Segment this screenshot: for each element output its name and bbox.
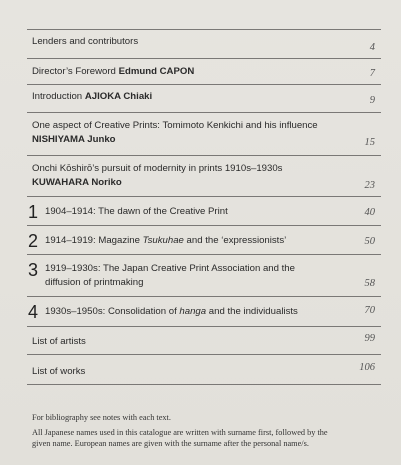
divider xyxy=(27,296,381,297)
toc-entry-introduction xyxy=(32,90,375,104)
toc-entry-tomimoto xyxy=(32,119,375,147)
divider xyxy=(27,196,381,197)
author-name: AJIOKA Chiaki xyxy=(84,91,153,102)
toc-entry-foreword xyxy=(32,65,375,79)
divider xyxy=(27,326,381,327)
divider xyxy=(27,254,381,255)
footnote-line: given name. European names are given with the surname after the personal name/s. xyxy=(32,438,309,448)
toc-entry-chapter-2 xyxy=(45,234,375,248)
entry-title: 1904–1914: The dawn of the Creative Print xyxy=(45,206,228,217)
page-number: 4 xyxy=(369,42,375,53)
toc-entry-chapter-3 xyxy=(45,262,375,290)
toc-entry-list-of-works xyxy=(32,365,375,379)
page-number: 9 xyxy=(369,95,375,106)
footnote-names xyxy=(32,428,381,449)
italic-term: hanga xyxy=(179,306,207,317)
chapter-number: 1 xyxy=(28,202,39,222)
divider xyxy=(27,384,381,385)
divider xyxy=(27,225,381,226)
page-number: 106 xyxy=(359,362,375,373)
divider xyxy=(27,58,381,59)
toc-entry-onchi xyxy=(32,162,375,190)
divider xyxy=(27,84,381,85)
entry-title: 1930s–1950s: Consolidation of xyxy=(45,306,180,317)
divider xyxy=(27,112,381,113)
page-number: 15 xyxy=(364,137,375,148)
divider xyxy=(27,354,381,355)
entry-title: Lenders and contributors xyxy=(32,36,139,47)
page-number: 40 xyxy=(364,207,375,218)
entry-title: List of works xyxy=(32,366,86,377)
divider xyxy=(27,155,381,156)
footnote-line: All Japanese names used in this catalogue are written with surname first, followed by the xyxy=(32,428,328,437)
magazine-title: Tsukuhae xyxy=(142,235,184,246)
page-number: 70 xyxy=(364,305,375,316)
entry-title-cont: and the ‘expressionists’ xyxy=(183,235,287,246)
entry-title: Onchi Kōshirō’s pursuit of modernity in prints 1910s–1930s xyxy=(32,163,283,174)
footnote-bibliography: For bibliography see notes with each text. xyxy=(32,413,171,422)
chapter-number: 2 xyxy=(28,231,39,251)
entry-title: Introduction xyxy=(32,91,83,102)
entry-title: 1914–1919: Magazine xyxy=(45,235,143,246)
toc-entry-lenders xyxy=(32,35,375,49)
page-number: 23 xyxy=(364,180,375,191)
author-name: NISHIYAMA Junko xyxy=(32,134,116,145)
toc-entry-list-of-artists xyxy=(32,335,375,349)
entry-title: List of artists xyxy=(32,336,86,347)
page-number: 50 xyxy=(364,236,375,247)
page-number: 99 xyxy=(364,333,375,344)
entry-title: One aspect of Creative Prints: Tomimoto Kenkichi and his influence xyxy=(32,120,318,131)
toc-entry-chapter-1 xyxy=(45,205,375,219)
entry-title-cont: diffusion of printmaking xyxy=(45,277,144,288)
chapter-number: 4 xyxy=(28,302,39,322)
entry-title: Director’s Foreword xyxy=(32,66,116,77)
author-name: Edmund CAPON xyxy=(118,66,195,77)
chapter-number: 3 xyxy=(28,260,39,280)
toc-entry-chapter-4 xyxy=(45,305,375,319)
entry-title: 1919–1930s: The Japan Creative Print Association and the xyxy=(45,263,295,274)
entry-title-cont: and the individualists xyxy=(206,306,298,317)
page-number: 58 xyxy=(364,278,375,289)
page-number: 7 xyxy=(369,68,375,79)
author-name: KUWAHARA Noriko xyxy=(32,177,122,188)
divider xyxy=(27,29,381,30)
